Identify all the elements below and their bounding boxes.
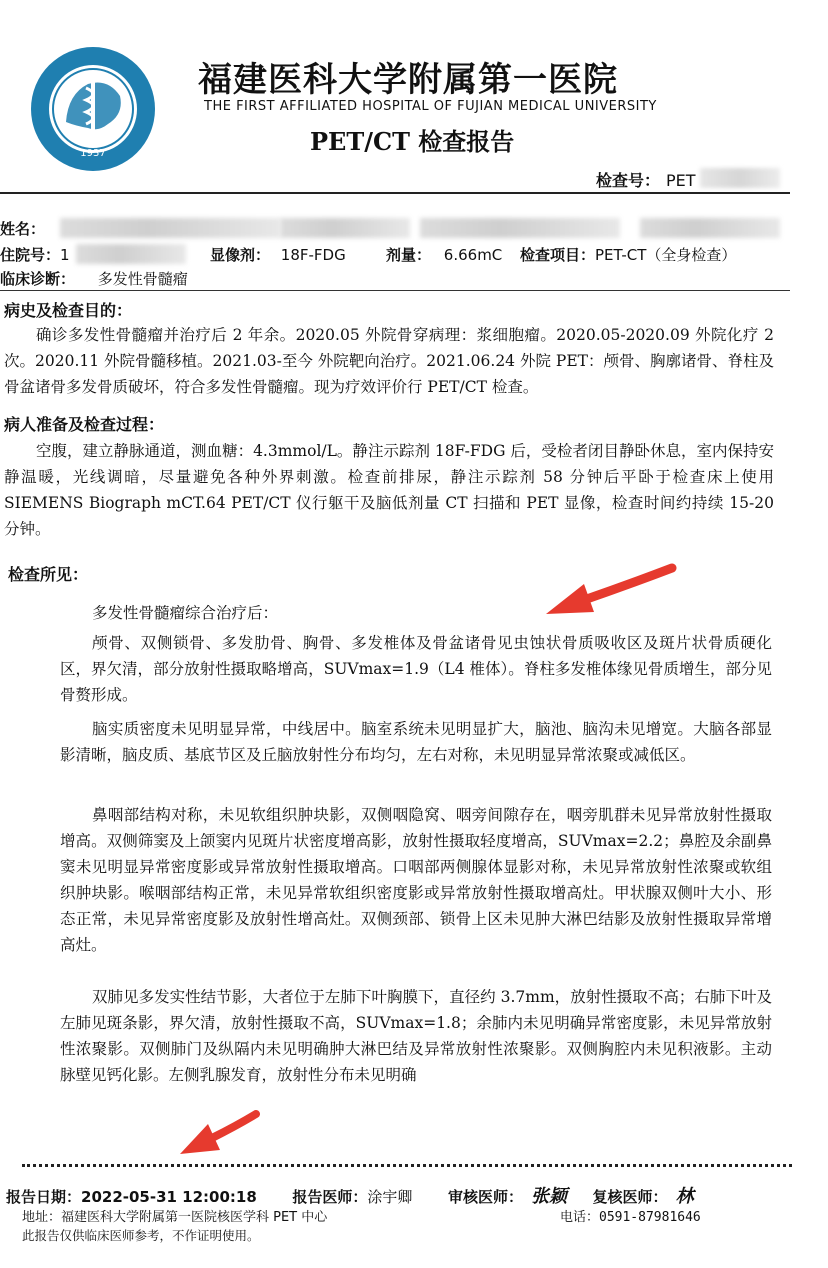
agent-field [210,244,346,265]
hospital-name-en: THE FIRST AFFILIATED HOSPITAL OF FUJIAN MEDICAL UNIVERSITY [204,99,657,114]
inpatient-label: 住院号： [0,246,61,264]
reviewer-label: 审核医师： [447,1188,523,1206]
hospital-seal-logo [28,44,158,174]
rechecker-label: 复核医师： [592,1188,668,1206]
redacted-patient-info-1 [60,218,280,238]
dose-field [386,244,502,265]
hospital-name-cn: 福建医科大学附属第一医院 [198,60,618,100]
report-date-label: 报告日期： [6,1188,82,1206]
dose-value: 6.66mC [443,246,503,264]
diagnosis-label: 临床诊断： [0,270,76,288]
diagnosis-value: 多发性骨髓瘤 [97,270,188,288]
agent-value: 18F-FDG [280,246,346,264]
patient-divider [0,290,790,291]
findings-chest: 双肺见多发实性结节影，大者位于左肺下叶胸膜下，直径约 3.7mm，放射性摄取不高；右肺下叶及左肺见斑条影，界欠清，放射性摄取不高，SUVmax=1.8；余肺内未见明确异常密度影，未见异常放射性浓聚影。双侧肺门及纵隔内未见明确肿大淋巴结及异常放射性浓聚影。双侧胸腔内未见积液影。主动脉壁见钙化影。左侧乳腺发育，放射性分布未见明确 [60,988,772,1084]
history-title: 病史及检查目的： [4,301,133,320]
phone: 电话：0591-87981646 [560,1210,701,1225]
findings-brain: 脑实质密度未见明显异常，中线居中。脑室系统未见明显扩大，脑池、脑沟未见增宽。大脑各部显影清晰，脑皮质、基底节区及丘脑放射性分布均匀，左右对称，未见明显异常浓聚或减低区。 [60,720,772,764]
rechecker-signature: 林 [675,1186,694,1207]
redacted-patient-info-2 [280,218,410,238]
patient-name-label: 姓名： [0,220,46,238]
redacted-inpatient-number [76,244,186,264]
patient-exam-row [0,244,70,265]
signature-row [6,1182,702,1208]
procedure-text: 空腹，建立静脉通道，测血糖：4.3mmol/L。静注示踪剂 18F-FDG 后，受检者闭目静卧休息，室内保持安静温暖，光线调暗，尽量避免各种外界刺激。检查前排尿，静注示踪剂 58 分钟后平卧于检查床上使用 SIEMENS Biograph mCT.64 PET/CT 仪行躯干及脑低剂量 CT 扫描和 PET 显像，检查时间约持续 15-20 分钟。 [4,442,774,538]
diagnosis-row [0,268,188,289]
reviewer-signature: 张颖 [530,1186,567,1207]
redacted-patient-info-3 [420,218,620,238]
exam-number [596,168,696,191]
findings-title: 检查所见： [8,565,89,584]
exam-item-value: PET-CT（全身检查） [595,246,737,264]
red-arrow-icon [174,1106,264,1160]
inpatient-value: 1 [60,246,70,264]
footer-divider [22,1164,792,1167]
agent-label: 显像剂： [210,246,271,264]
exam-item-field [520,244,736,265]
redacted-patient-info-4 [640,218,780,238]
procedure-title: 病人准备及检查过程： [4,415,165,434]
logo-year: 1937 [80,148,106,159]
history-text: 确诊多发性骨髓瘤并治疗后 2 年余。2020.05 外院骨穿病理：浆细胞瘤。2020.05-2020.09 外院化疗 2 次。2020.11 外院骨髓移植。2021.03-至今 外院靶向治疗。2021.06.24 外院 PET：颅骨、胸廓诸骨、脊柱及骨盆诸骨多发骨质破坏，符合多发性骨髓瘤。现为疗效评价行 PET/CT 检查。 [4,326,774,396]
red-arrow-icon [540,560,680,622]
findings-intro: 多发性骨髓瘤综合治疗后： [92,604,279,622]
patient-name-row [0,218,45,239]
redacted-exam-number [700,168,780,188]
address: 地址：福建医科大学附属第一医院核医学科 PET 中心 [22,1210,328,1225]
reporter-label: 报告医师： [292,1188,368,1206]
findings-head-neck: 鼻咽部结构对称，未见软组织肿块影，双侧咽隐窝、咽旁间隙存在，咽旁肌群未见异常放射性摄取增高。双侧筛窦及上颌窦内见斑片状密度增高影，放射性摄取轻度增高，SUVmax=2.2；鼻腔及余副鼻窦未见明显异常密度影或异常放射性摄取增高。口咽部两侧腺体显影对称，未见异常放射性浓聚或软组织肿块影。喉咽部结构正常，未见异常软组织密度影或异常放射性摄取增高灶。甲状腺双侧叶大小、形态正常，未见异常密度影及放射性增高灶。双侧颈部、锁骨上区未见肿大淋巴结影及放射性摄取异常增高灶。 [60,806,772,954]
disclaimer: 此报告仅供临床医师参考，不作证明使用。 [22,1228,260,1243]
exam-number-label: 检查号： [596,171,661,190]
reporter-value: 涂宇卿 [367,1188,413,1206]
dose-label: 剂量： [386,246,432,264]
exam-item-label: 检查项目： [520,246,596,264]
header-divider [0,192,790,194]
exam-number-value: PET [666,171,696,190]
findings-bone: 颅骨、双侧锁骨、多发肋骨、胸骨、多发椎体及骨盆诸骨见虫蚀状骨质吸收区及斑片状骨质硬化区，界欠清，部分放射性摄取略增高，SUVmax=1.9（L4 椎体）。脊柱多发椎体缘见骨质增生，部分见骨赘形成。 [60,634,772,704]
report-date-value: 2022-05-31 12:00:18 [81,1188,257,1206]
report-title: PET/CT 检查报告 [310,127,515,156]
